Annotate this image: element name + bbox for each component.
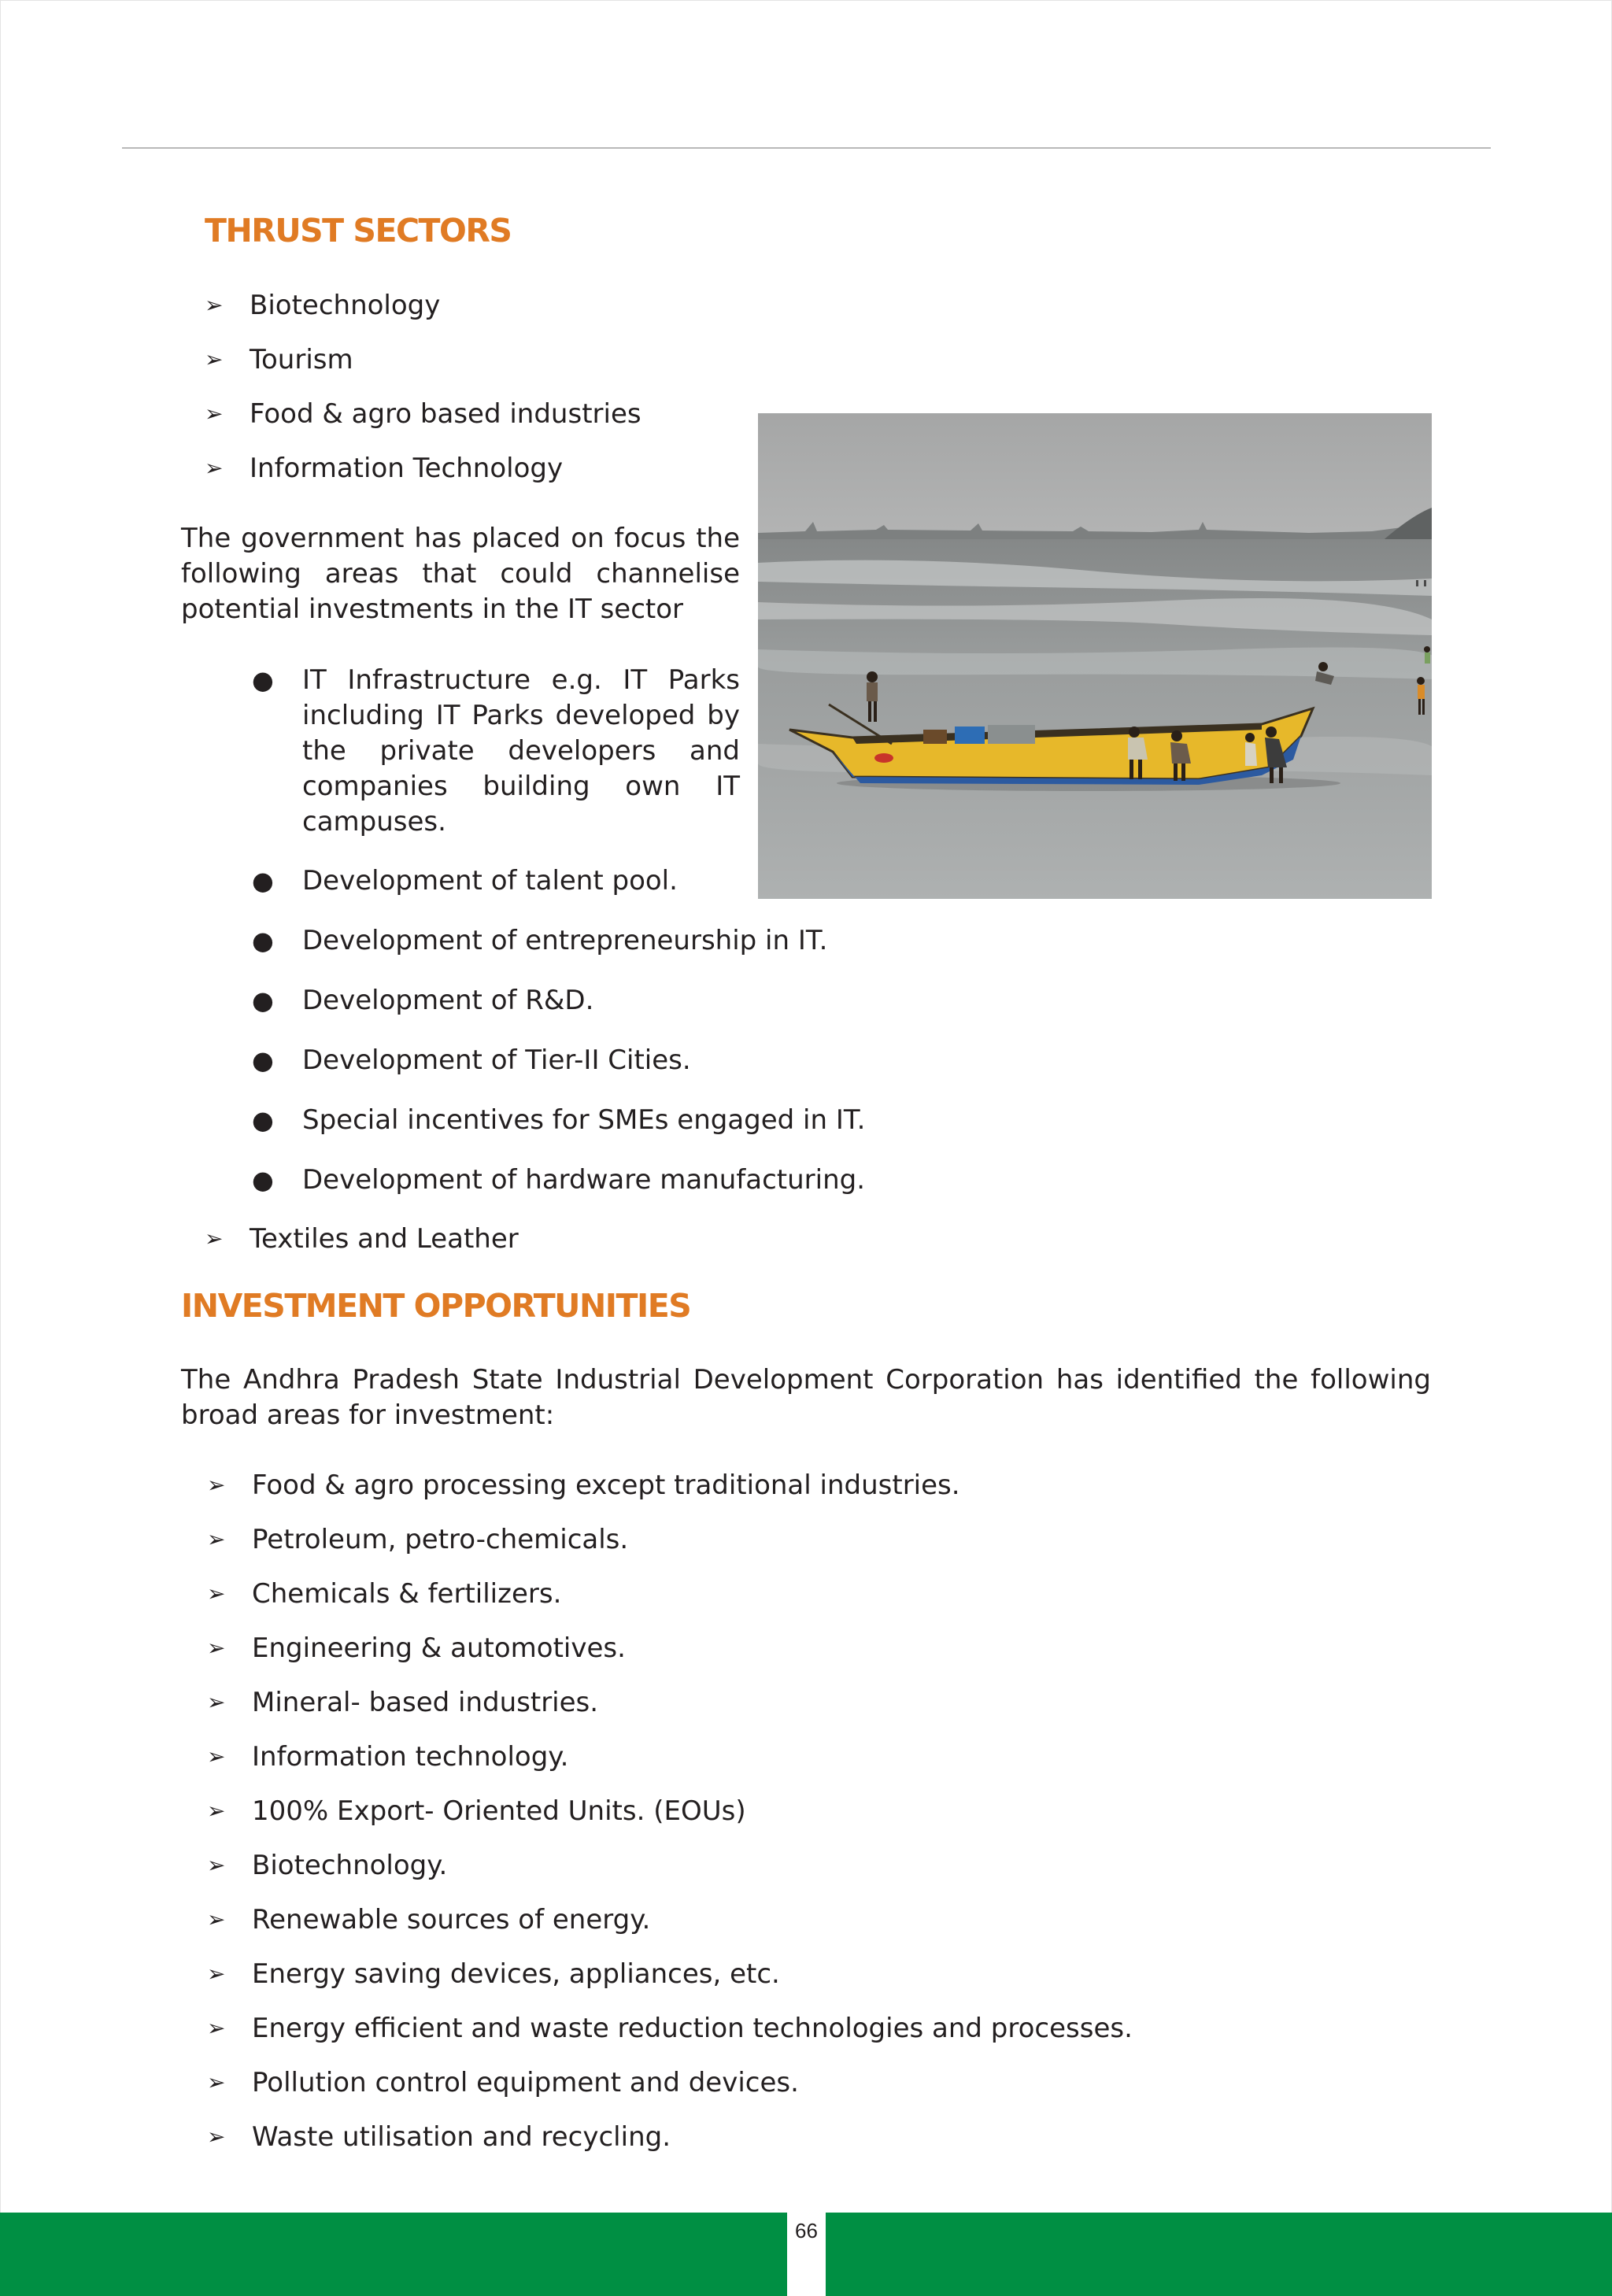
arrow-bullet-icon: ➢ [207,1689,226,1715]
arrow-bullet-icon: ➢ [207,2124,226,2150]
dot-bullet-icon: ● [252,1165,274,1195]
arrow-bullet-icon: ➢ [205,292,224,318]
arrow-bullet-icon: ➢ [207,1635,226,1661]
arrow-bullet-icon: ➢ [207,1852,226,1878]
list-item-text: Development of entrepreneurship in IT. [302,925,828,956]
list-item-text: Food & agro processing except traditional industries. [252,1470,960,1501]
arrow-bullet-icon: ➢ [205,1226,224,1252]
arrow-bullet-icon: ➢ [205,455,224,481]
thrust-sectors-heading: THRUST SECTORS [205,212,512,250]
page-number: 66 [795,2219,818,2242]
list-item-text: Renewable sources of energy. [252,1904,651,1936]
arrow-bullet-icon: ➢ [207,2015,226,2041]
it-sector-intro: The government has placed on focus the following areas that could channelise potential investments in the IT sector [181,523,740,625]
list-item-text: Energy saving devices, appliances, etc. [252,1958,780,1990]
dot-bullet-icon: ● [252,926,274,956]
list-item-text: 100% Export- Oriented Units. (EOUs) [252,1795,746,1827]
dot-bullet-icon: ● [252,985,274,1015]
arrow-bullet-icon: ➢ [207,2069,226,2095]
list-item-text: Food & agro based industries [250,398,641,430]
arrow-bullet-icon: ➢ [207,1798,226,1824]
dot-bullet-icon: ● [252,665,274,695]
boat-photo [758,413,1432,899]
list-item-text: Information Technology [250,453,564,484]
list-item-text: Textiles and Leather [250,1223,519,1255]
list-item-text: Energy efficient and waste reduction technologies and processes. [252,2013,1133,2044]
arrow-bullet-icon: ➢ [207,1581,226,1606]
list-item-text: Development of R&D. [302,985,594,1016]
dot-bullet-icon: ● [252,866,274,896]
arrow-bullet-icon: ➢ [207,1743,226,1769]
top-rule [122,147,1491,149]
dot-bullet-icon: ● [252,1045,274,1075]
list-item-text: Biotechnology. [252,1850,448,1881]
list-item-text: Chemicals & fertilizers. [252,1578,562,1610]
list-item-text: Tourism [250,344,353,375]
list-item-text: Mineral- based industries. [252,1687,599,1718]
it-infrastructure-item: IT Infrastructure e.g. IT Parks including IT Parks developed by the private developers and companies building own IT campuses. [302,664,740,837]
list-item-text: Biotechnology [250,290,441,321]
list-item-text: Petroleum, petro-chemicals. [252,1524,629,1555]
dot-bullet-icon: ● [252,1105,274,1135]
list-item-text: Information technology. [252,1741,569,1773]
list-item-text: Waste utilisation and recycling. [252,2121,671,2153]
investment-opportunities-heading: INVESTMENT OPPORTUNITIES [181,1287,691,1325]
boat-on-beach-image [758,413,1432,899]
arrow-bullet-icon: ➢ [207,1961,226,1987]
list-item-text: Development of talent pool. [302,865,678,897]
investment-intro: The Andhra Pradesh State Industrial Development Corporation has identified the following broad areas for investment: [181,1364,1431,1431]
arrow-bullet-icon: ➢ [207,1526,226,1552]
list-item-text: Pollution control equipment and devices. [252,2067,799,2098]
list-item-text: Special incentives for SMEs engaged in IT. [302,1104,866,1136]
arrow-bullet-icon: ➢ [205,401,224,427]
arrow-bullet-icon: ➢ [205,346,224,372]
arrow-bullet-icon: ➢ [207,1472,226,1498]
list-item-text: Development of Tier-II Cities. [302,1044,691,1076]
arrow-bullet-icon: ➢ [207,1906,226,1932]
list-item-text: Development of hardware manufacturing. [302,1164,866,1196]
list-item-text: Engineering & automotives. [252,1632,626,1664]
